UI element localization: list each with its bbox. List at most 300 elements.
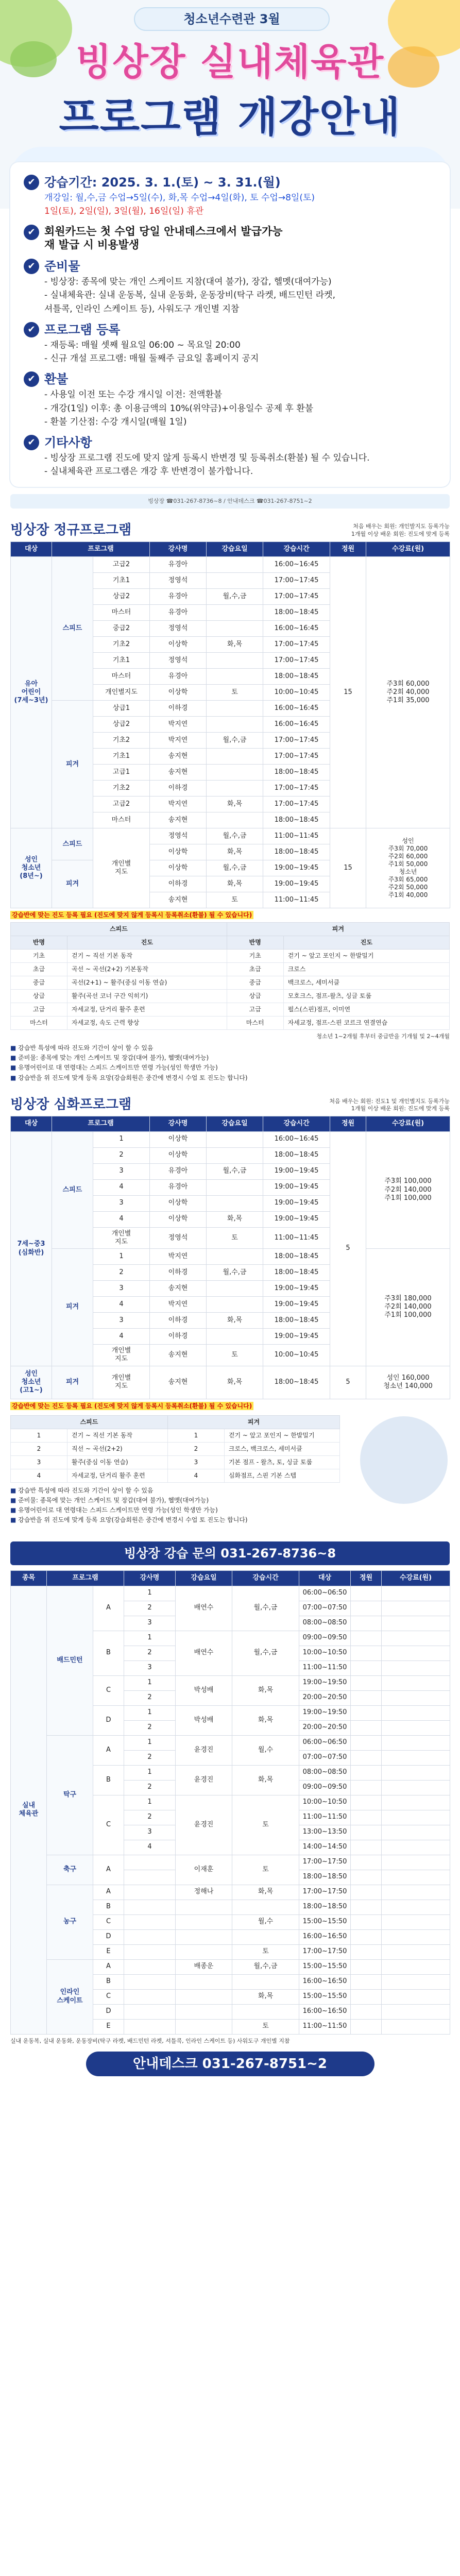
sub-cell: 3 <box>124 1616 176 1631</box>
prep-section <box>24 259 436 274</box>
gym-footer-note: 실내 운동복, 실내 운동화, 운동장비(탁구 라켓, 배드민턴 라켓, 셔틀콕, 인라인 스케이트 등) 사워도구 개인별 지참 <box>10 2037 290 2044</box>
title-line-2: 프로그램 개강안내 <box>59 93 401 141</box>
level-cell: 4 <box>167 1469 224 1482</box>
class-cell: C <box>93 1795 124 1855</box>
skater-illustration <box>360 1416 448 1504</box>
class-cell: B <box>93 1900 124 1914</box>
bullet-item <box>10 1073 450 1083</box>
days-cell <box>207 1179 263 1195</box>
capacity-cell <box>382 1586 450 1601</box>
time-cell: 15:00~15:50 <box>299 1914 351 1929</box>
time-cell: 17:00~17:50 <box>299 1885 351 1900</box>
target-cell <box>351 1735 382 1750</box>
days-cell: 월,수,금 <box>207 733 263 749</box>
prep-line: - 빙상장: 종목에 맞는 개인 스케이트 지참(대여 불가), 장갑, 헬멧(대여가능) <box>44 277 332 287</box>
level-row <box>11 1469 340 1482</box>
sub-cell: 1 <box>124 1765 176 1780</box>
advanced-title: 빙상장 심화프로그램 <box>10 1096 132 1112</box>
time-cell: 18:00~18:45 <box>263 765 330 781</box>
teacher-cell: 이하경 <box>150 1265 207 1281</box>
time-cell: 11:00~11:45 <box>263 1227 330 1249</box>
teacher-cell <box>176 1944 232 1959</box>
days-cell <box>207 812 263 828</box>
teacher-cell: 이재훈 <box>176 1855 232 1885</box>
capacity-cell: 5 <box>330 1131 366 1366</box>
col-header: 강습시간 <box>263 1116 330 1131</box>
time-cell: 17:00~17:45 <box>263 573 330 589</box>
level-cell: 고급2 <box>93 796 150 812</box>
sub-cell <box>124 1870 176 1885</box>
sub-cell <box>124 2019 176 2034</box>
days-cell <box>207 669 263 685</box>
capacity-cell <box>382 1660 450 1675</box>
table-row <box>11 1959 450 1974</box>
sub-cell: 4 <box>124 1840 176 1855</box>
target-cell <box>351 1989 382 2004</box>
days-cell: 월,수,금 <box>207 860 263 876</box>
period-section <box>24 175 436 217</box>
capacity-cell <box>382 1631 450 1646</box>
time-cell: 18:00~18:45 <box>263 1313 330 1329</box>
level-cell: 크로스, 백크로스, 세미서클 <box>224 1442 339 1455</box>
days-cell: 월,수,금 <box>232 1959 299 1974</box>
sub-cell <box>124 1900 176 1914</box>
capacity-cell <box>382 1616 450 1631</box>
class-cell: D <box>93 1929 124 1944</box>
time-cell: 19:00~19:45 <box>263 1329 330 1345</box>
sub-cell: 1 <box>124 1675 176 1690</box>
teacher-cell: 박지연 <box>150 1297 207 1313</box>
days-cell: 월,수,금 <box>207 1265 263 1281</box>
time-cell: 15:00~15:50 <box>299 1959 351 1974</box>
time-cell: 15:00~15:50 <box>299 1989 351 2004</box>
target-cell <box>351 1929 382 1944</box>
level-cell: 기초 <box>11 950 67 963</box>
teacher-cell: 이상학 <box>150 1131 207 1147</box>
days-cell: 화,목 <box>207 1211 263 1227</box>
time-cell: 07:00~07:50 <box>299 1750 351 1765</box>
days-cell: 화,목 <box>207 844 263 860</box>
level-head-figure: 피겨 <box>227 923 449 936</box>
prep-title: 준비물 <box>44 259 80 274</box>
time-cell: 18:00~18:45 <box>263 669 330 685</box>
advanced-notice-text: 강습반에 맞는 진도 등록 필요 (진도에 맞지 않게 등록시 등록취소(환불) 될 수 있습니다) <box>10 1402 253 1410</box>
level-cell: 4 <box>93 1179 150 1195</box>
capacity-cell <box>382 1750 450 1765</box>
prep-line: 셔틀콕, 인라인 스케이트 등), 사워도구 개인별 지참 <box>44 303 240 314</box>
days-cell: 월,수 <box>232 1914 299 1929</box>
time-cell: 18:00~18:45 <box>263 1249 330 1265</box>
time-cell: 16:00~16:50 <box>299 2004 351 2019</box>
bullet-item <box>10 1053 450 1063</box>
sub-program: 피겨 <box>52 1249 93 1366</box>
level-cell: 2 <box>11 1442 67 1455</box>
col-header: 프로그램 <box>52 542 150 557</box>
time-cell: 10:00~10:50 <box>299 1646 351 1660</box>
bullet-item <box>10 1043 450 1053</box>
capacity-cell <box>382 1601 450 1616</box>
etc-title: 기타사항 <box>44 435 92 450</box>
teacher-cell: 이하경 <box>150 1329 207 1345</box>
class-cell: B <box>93 1974 124 1989</box>
sport-cell: 배드민턴 <box>47 1586 93 1735</box>
level-cell: 상급 <box>227 990 283 1003</box>
level-cell: 중급2 <box>93 621 150 637</box>
check-icon: ✔ <box>24 371 39 387</box>
target-cell <box>351 1586 382 1601</box>
sub-cell <box>124 1944 176 1959</box>
etc-line: - 실내체육관 프로그램은 개강 후 반변경이 불가합니다. <box>44 466 253 477</box>
bullet-text: 유명어린이로 대 연령대는 스피드 스케이트만 연령 가능(성인 학생만 가능) <box>18 1506 218 1514</box>
sub-program: 스피드 <box>52 557 93 701</box>
check-icon: ✔ <box>24 225 39 240</box>
regular-program-heading <box>10 522 450 539</box>
target-cell: 성인 청소년 (8년~) <box>11 828 52 908</box>
table-row <box>11 1249 450 1265</box>
sport-cell: 인라인 스케이트 <box>47 1959 93 2034</box>
teacher-cell: 이하경 <box>150 701 207 717</box>
level-cell: 상급 <box>11 990 67 1003</box>
target-cell <box>351 1690 382 1705</box>
table-row <box>11 1586 450 1601</box>
capacity-cell <box>382 2004 450 2019</box>
class-cell: D <box>93 1705 124 1735</box>
sub-cell: 1 <box>124 1735 176 1750</box>
class-cell: A <box>93 1855 124 1885</box>
teacher-cell: 송지현 <box>150 749 207 765</box>
reg-section <box>24 322 436 337</box>
capacity-cell: 15 <box>330 828 366 908</box>
col-header: 강습요일 <box>207 1116 263 1131</box>
target-cell <box>351 1810 382 1825</box>
teacher-cell: 윤경진 <box>176 1765 232 1795</box>
level-cell: 1 <box>11 1429 67 1442</box>
level-cell: 개인별 지도 <box>93 1366 150 1399</box>
capacity-cell <box>382 1840 450 1855</box>
teacher-cell: 박성배 <box>176 1675 232 1705</box>
teacher-cell: 박지연 <box>150 733 207 749</box>
time-cell: 19:00~19:45 <box>263 1195 330 1211</box>
advanced-note-2: 1개월 이상 배운 회원: 진도에 맞게 등록 <box>351 1105 450 1112</box>
level-cell: 자세교정, 속도 근력 향상 <box>67 1016 227 1030</box>
time-cell: 11:00~11:50 <box>299 1810 351 1825</box>
sub-cell: 3 <box>124 1825 176 1840</box>
time-cell: 16:00~16:45 <box>263 1131 330 1147</box>
teacher-cell: 정해나 <box>176 1885 232 1900</box>
time-cell: 06:00~06:50 <box>299 1735 351 1750</box>
days-cell <box>207 573 263 589</box>
teacher-cell: 유경아 <box>150 557 207 573</box>
time-cell: 07:00~07:50 <box>299 1601 351 1616</box>
level-cell: 1 <box>93 1131 150 1147</box>
period-title: 강습기간: 2025. 3. 1.(토) ~ 3. 31.(월) <box>44 175 281 190</box>
capacity-cell <box>382 1720 450 1735</box>
teacher-cell: 배종운 <box>176 1959 232 1974</box>
time-cell: 19:00~19:45 <box>263 876 330 892</box>
capacity-cell <box>382 2019 450 2034</box>
check-icon: ✔ <box>24 175 39 190</box>
col-header: 정원 <box>351 1571 382 1586</box>
time-cell: 16:00~16:45 <box>263 557 330 573</box>
level-row <box>11 950 450 963</box>
days-cell <box>207 1281 263 1297</box>
target-cell <box>351 1855 382 1870</box>
time-cell: 16:00~16:45 <box>263 717 330 733</box>
level-cell: 기초2 <box>93 733 150 749</box>
teacher-cell: 유경아 <box>150 1163 207 1179</box>
col-header: 강사명 <box>150 1116 207 1131</box>
card-notice: 회원카드는 첫 수업 당일 안내데스크에서 발급가능 <box>44 225 283 238</box>
class-cell: D <box>93 2004 124 2019</box>
time-cell: 19:00~19:45 <box>263 1297 330 1313</box>
teacher-cell: 유경아 <box>150 605 207 621</box>
level-cell: 2 <box>167 1442 224 1455</box>
advanced-level-wrap <box>0 1413 460 1529</box>
check-square-icon: ■ <box>10 1516 19 1524</box>
period-holidays: 1일(토), 2일(일), 3일(월), 16일(일) 휴관 <box>44 206 204 217</box>
days-cell: 토 <box>232 1944 299 1959</box>
time-cell: 19:00~19:45 <box>263 860 330 876</box>
teacher-cell: 윤경진 <box>176 1795 232 1855</box>
advanced-program-table <box>10 1116 450 1399</box>
level-cell: 2 <box>93 1265 150 1281</box>
level-cell: 3 <box>93 1313 150 1329</box>
card-section <box>24 225 436 252</box>
days-cell <box>207 621 263 637</box>
time-cell: 19:00~19:45 <box>263 1281 330 1297</box>
capacity-cell <box>382 1795 450 1810</box>
time-cell: 10:00~10:45 <box>263 1345 330 1366</box>
days-cell <box>207 1329 263 1345</box>
days-cell: 토 <box>232 1855 299 1885</box>
col-header: 강사명 <box>150 542 207 557</box>
fee-cell: 주3회 180,000 주2회 140,000 주1회 100,000 <box>366 1249 450 1366</box>
time-cell: 11:00~11:45 <box>263 892 330 908</box>
time-cell: 18:00~18:45 <box>263 605 330 621</box>
capacity-cell <box>382 1885 450 1900</box>
col-header: 대상 <box>11 1116 52 1131</box>
time-cell: 09:00~09:50 <box>299 1631 351 1646</box>
level-sub: 반명 <box>11 936 67 950</box>
teacher-cell: 이상학 <box>150 860 207 876</box>
teacher-cell: 배연수 <box>176 1631 232 1675</box>
level-cell: 초급 <box>11 963 67 976</box>
days-cell: 화,목 <box>207 1313 263 1329</box>
level-cell: 자세교정, 점프-스핀 코르크 연결연습 <box>283 1016 449 1030</box>
teacher-cell: 유경아 <box>150 589 207 605</box>
col-header: 대상 <box>299 1571 351 1586</box>
capacity-cell <box>382 1735 450 1750</box>
target-cell: 성인 청소년 (고1~) <box>11 1366 52 1399</box>
capacity-cell: 15 <box>330 557 366 828</box>
level-row <box>11 976 450 990</box>
days-cell <box>232 1929 299 1944</box>
check-icon: ✔ <box>24 259 39 274</box>
regular-title: 빙상장 정규프로그램 <box>10 522 132 538</box>
level-sub: 진도 <box>283 936 449 950</box>
refund-section <box>24 371 436 387</box>
level-cell: 고급2 <box>93 557 150 573</box>
teacher-cell: 송지현 <box>150 892 207 908</box>
days-cell: 화,목 <box>207 1366 263 1399</box>
days-cell <box>207 701 263 717</box>
title-line-1: 빙상장 실내체육관 <box>75 40 385 83</box>
sub-cell <box>124 1929 176 1944</box>
level-cell: 직선 ~ 곡선(2+2) <box>67 1442 168 1455</box>
capacity-cell <box>382 1929 450 1944</box>
refund-line: - 사용일 이전 또는 수강 개시일 이전: 전액환불 <box>44 389 223 400</box>
col-header: 강습시간 <box>263 542 330 557</box>
regular-note <box>351 523 450 538</box>
days-cell: 화,목 <box>207 637 263 653</box>
days-cell <box>207 765 263 781</box>
time-cell: 18:00~18:50 <box>299 1900 351 1914</box>
sub-cell: 2 <box>124 1780 176 1795</box>
sub-cell <box>124 1885 176 1900</box>
capacity-cell <box>382 1855 450 1870</box>
teacher-cell: 정영석 <box>150 621 207 637</box>
bullet-text: 강습반 특성에 따라 진도와 기간이 상이 할 수 있음 <box>18 1486 154 1494</box>
capacity-cell <box>382 1690 450 1705</box>
check-square-icon: ■ <box>10 1044 19 1052</box>
gym-program-table <box>10 1570 450 2034</box>
time-cell: 06:00~06:50 <box>299 1586 351 1601</box>
level-cell: 기본 점프 - 왈츠, 토, 싱글 토룹 <box>224 1455 339 1469</box>
fee-cell: 성인 160,000 청소년 140,000 <box>366 1366 450 1399</box>
time-cell: 11:00~11:45 <box>263 828 330 844</box>
sub-cell: 2 <box>124 1690 176 1705</box>
col-header: 종목 <box>11 1571 47 1586</box>
sub-cell: 2 <box>124 1810 176 1825</box>
check-square-icon: ■ <box>10 1054 19 1062</box>
level-head-speed: 스피드 <box>11 1415 168 1429</box>
level-cell: 중급 <box>11 976 67 990</box>
time-cell: 08:00~08:50 <box>299 1765 351 1780</box>
level-cell: 개인별 지도 <box>93 828 150 908</box>
check-square-icon: ■ <box>10 1064 19 1072</box>
sub-cell: 2 <box>124 1646 176 1660</box>
level-row <box>11 1003 450 1016</box>
days-cell: 화,목 <box>232 1705 299 1735</box>
time-cell: 18:00~18:45 <box>263 812 330 828</box>
days-cell <box>207 653 263 669</box>
target-cell <box>351 1675 382 1690</box>
target-cell <box>351 1914 382 1929</box>
days-cell: 월,수,금 <box>207 828 263 844</box>
sub-cell: 3 <box>124 1660 176 1675</box>
teacher-cell: 정영석 <box>150 828 207 844</box>
teacher-cell <box>176 1900 232 1914</box>
days-cell <box>207 749 263 765</box>
check-square-icon: ■ <box>10 1496 19 1504</box>
table-row <box>11 1366 450 1399</box>
target-cell <box>351 1601 382 1616</box>
bullet-text: 강습반을 위 진도에 맞게 등록 요망(강습회원은 중간에 변경시 수업 토 진도는 합니다) <box>18 1074 248 1081</box>
days-cell: 월,수,금 <box>232 1631 299 1675</box>
level-head-figure: 피겨 <box>167 1415 339 1429</box>
level-cell: 백크로스, 세미서클 <box>283 976 449 990</box>
time-cell: 17:00~17:45 <box>263 781 330 796</box>
sub-cell <box>124 1974 176 1989</box>
level-cell: 기초2 <box>93 637 150 653</box>
teacher-cell: 배연수 <box>176 1586 232 1631</box>
teacher-cell: 송지현 <box>150 1366 207 1399</box>
group-cell: 실내 체육관 <box>11 1586 47 2034</box>
teacher-cell: 박지연 <box>150 717 207 733</box>
col-header: 수강료(원) <box>382 1571 450 1586</box>
teacher-cell: 이상학 <box>150 1195 207 1211</box>
time-cell: 09:00~09:50 <box>299 1780 351 1795</box>
level-row <box>11 1429 340 1442</box>
target-cell: 유아 어린이 (7세~3년) <box>11 557 52 828</box>
bullet-item <box>10 1063 450 1073</box>
teacher-cell <box>176 1974 232 1989</box>
bullet-item <box>10 1505 450 1515</box>
level-row <box>11 990 450 1003</box>
time-cell: 19:00~19:50 <box>299 1675 351 1690</box>
level-cell: 걷기 ~ 직선 기본 동작 <box>67 1429 168 1442</box>
level-cell: 상급2 <box>93 717 150 733</box>
time-cell: 13:00~13:50 <box>299 1825 351 1840</box>
target-cell <box>351 1900 382 1914</box>
sub-cell: 1 <box>124 1631 176 1646</box>
capacity-cell <box>382 1646 450 1660</box>
capacity-cell <box>382 1870 450 1885</box>
sub-cell: 1 <box>124 1795 176 1810</box>
time-cell: 18:00~18:45 <box>263 844 330 860</box>
capacity-cell <box>382 1705 450 1720</box>
refund-line: - 개강(1일) 이후: 총 이용금액의 10%(위약금)+이용일수 공제 후 환불 <box>44 403 314 414</box>
time-cell: 17:00~17:45 <box>263 589 330 605</box>
teacher-cell <box>176 1989 232 2004</box>
advanced-note <box>329 1098 450 1113</box>
regular-program-table <box>10 541 450 908</box>
sub-cell: 1 <box>124 1705 176 1720</box>
level-cell: 기초1 <box>93 653 150 669</box>
level-cell: 마스터 <box>93 812 150 828</box>
capacity-cell: 5 <box>330 1366 366 1399</box>
time-cell: 19:00~19:45 <box>263 1179 330 1195</box>
target-cell <box>351 1780 382 1795</box>
time-cell: 17:00~17:45 <box>263 733 330 749</box>
advanced-level-table <box>10 1415 340 1483</box>
target-cell <box>351 1825 382 1840</box>
bullet-text: 준비물: 종목에 맞는 개인 스케이트 및 장갑(대여 불가), 헬멧(대여가능) <box>18 1496 209 1504</box>
teacher-cell: 이하경 <box>150 781 207 796</box>
regular-notice <box>10 911 450 919</box>
target-cell <box>351 1885 382 1900</box>
level-cell: 초급 <box>227 963 283 976</box>
sport-cell: 축구 <box>47 1855 93 1885</box>
class-cell: C <box>93 1914 124 1929</box>
sub-cell <box>124 1855 176 1870</box>
table-row <box>11 1855 450 1870</box>
teacher-cell: 박성배 <box>176 1705 232 1735</box>
bullet-text: 강습반 특성에 따라 진도와 기간이 상이 할 수 있음 <box>18 1044 154 1052</box>
info-card <box>10 162 450 487</box>
teacher-cell <box>176 1914 232 1929</box>
teacher-cell: 송지현 <box>150 812 207 828</box>
days-cell <box>207 1249 263 1265</box>
target-cell <box>351 1765 382 1780</box>
level-cell: 개인별 지도 <box>93 1345 150 1366</box>
level-cell: 고급1 <box>93 765 150 781</box>
capacity-cell <box>382 1900 450 1914</box>
check-icon: ✔ <box>24 322 39 337</box>
sport-cell: 탁구 <box>47 1735 93 1855</box>
time-cell: 19:00~19:45 <box>263 1163 330 1179</box>
level-cell: 3 <box>167 1455 224 1469</box>
